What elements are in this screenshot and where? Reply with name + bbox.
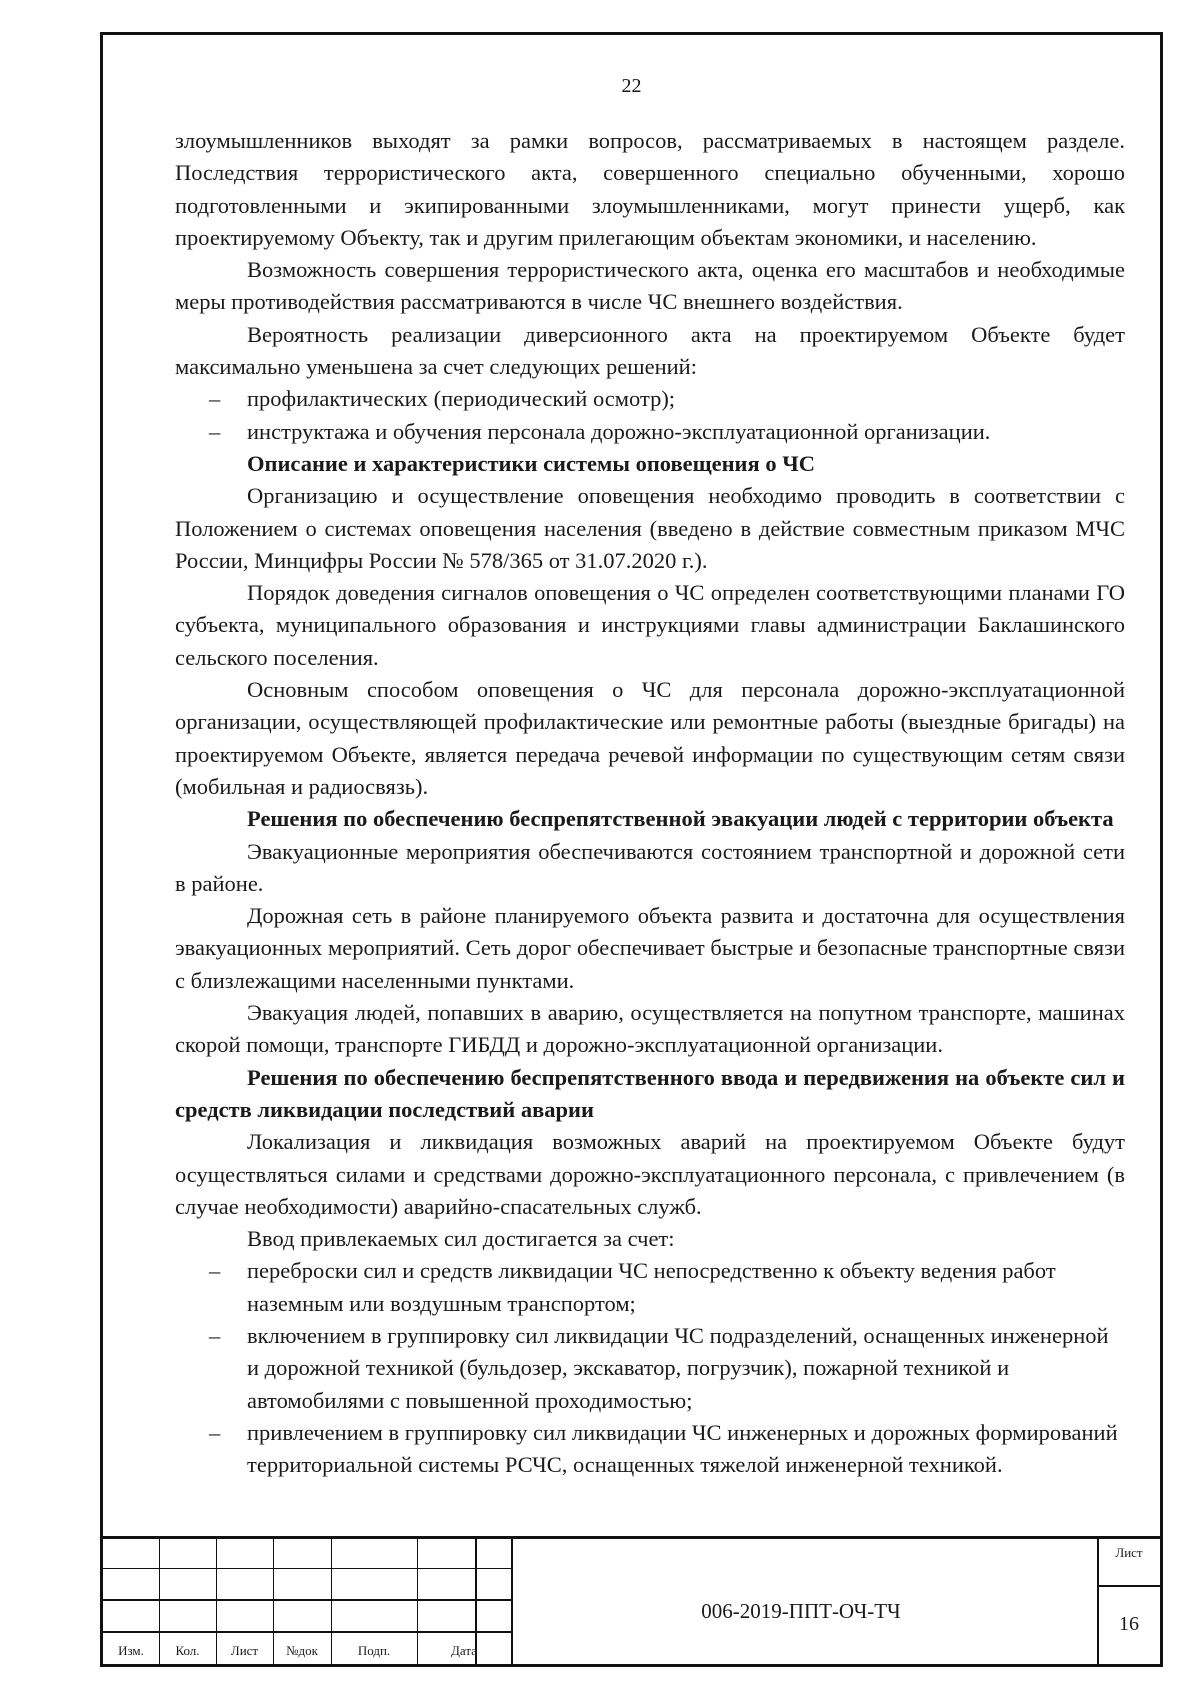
list-item-text: переброски сил и средств ликвидации ЧС непосредственно к объекту ведения работ наземным или воздушным транспортом; [247,1258,1056,1316]
sheet-label: Лист [1115,1545,1143,1560]
bullet-list [175,1255,1125,1481]
paragraph: Организацию и осуществление оповещения необходимо проводить в соответствии с Положением о системах оповещения населения (введено в действие совместным приказом МЧС России, Минцифры России № 578/365 от 31.07.2020 г.). [175,483,1125,573]
document-body [175,125,1125,1481]
document-code: 006-2019-ППТ-ОЧ-ТЧ [701,1599,901,1623]
page-number: 22 [621,75,642,97]
col-label-podp: Подп. [357,1643,391,1658]
paragraph: Ввод привлекаемых сил достигается за счет: [247,1226,675,1252]
paragraph: Дорожная сеть в районе планируемого объекта развита и достаточна для осуществления эвакуационных мероприятий. Сеть дорог обеспечивает быстрые и безопасные транспортные связи с близлежащими населенными пунктами. [175,903,1125,993]
section-heading: Решения по обеспечению беспрепятственной эвакуации людей с территории объекта [247,806,1114,832]
section-heading: Решения по обеспечению беспрепятственного ввода и передвижения на объекте сил и средств ликвидации последствий аварии [175,1064,1125,1122]
col-label-data: Дата [451,1643,477,1658]
section-heading: Описание и характеристики системы оповещения о ЧС [247,450,815,476]
list-dash-marker: – [209,1419,221,1445]
list-item-text: привлечением в группировку сил ликвидации ЧС инженерных и дорожных формирований территориальной системы РСЧС, оснащенных тяжелой инженерной техникой. [247,1419,1118,1478]
paragraph: Локализация и ликвидация возможных аварий на проектируемом Объекте будут осуществляться силами и средствами дорожно-эксплуатационного персонала, с привлечением (в случае необходимости) аварийно-спасательных служб. [175,1129,1125,1219]
paragraph: Основным способом оповещения о ЧС для персонала дорожно-эксплуатационной организации, осуществляющей профилактические или ремонтные работы (выездные бригады) на проектируемом Объекте, является передача речевой информации по существующим сетям связи (мобильная и радиосвязь). [175,677,1125,799]
list-dash-marker: – [209,1322,221,1348]
list-dash-marker: – [209,386,221,412]
paragraph: злоумышленников выходят за рамки вопросов, рассматриваемых в настоящем разделе. Последствия террористического акта, совершенного специально обученными, хорошо подготовленными и экипированными злоумышленниками, могут принести ущерб, как проектируемому Объекту, так и другим прилегающим объектам экономики, и населению. [175,128,1125,250]
bullet-list [175,383,1125,448]
col-label-list: Лист [230,1643,259,1658]
list-item-text: инструктажа и обучения персонала дорожно-эксплуатационной организации. [247,418,991,444]
paragraph: Порядок доведения сигналов оповещения о ЧС определен соответствующими планами ГО субъекта, муниципального образования и инструкциями главы администрации Баклашинского сельского поселения. [175,580,1125,670]
list-item [175,383,1125,415]
paragraph: Возможность совершения террористического акта, оценка его масштабов и необходимые меры противодействия рассматриваются в числе ЧС внешнего воздействия. [175,257,1125,315]
title-block [103,1536,1160,1664]
list-item-text: включением в группировку сил ликвидации ЧС подразделений, оснащенных инженерной и дорожной техникой (бульдозер, экскаватор, погрузчик), пожарной техникой и автомобилями с повышенной проходимостью; [247,1322,1109,1413]
col-label-kol: Кол. [175,1643,200,1658]
paragraph: Эвакуационные мероприятия обеспечиваются состоянием транспортной и дорожной сети в районе. [175,838,1125,896]
col-label-izm: Изм. [118,1643,144,1658]
col-label-ndok: №док [286,1643,318,1658]
list-item [175,416,1125,448]
list-item [175,1417,1125,1482]
list-item [175,1255,1125,1320]
sheet-number: 16 [1119,1613,1139,1635]
list-item-text: профилактических (периодический осмотр); [247,386,676,412]
paragraph: Вероятность реализации диверсионного акта на проектируемом Объекте будет максимально уменьшена за счет следующих решений: [175,321,1125,380]
list-dash-marker: – [209,418,221,444]
page-frame [100,32,1163,1667]
list-dash-marker: – [209,1258,221,1284]
list-item [175,1320,1125,1417]
paragraph: Эвакуация людей, попавших в аварию, осуществляется на попутном транспорте, машинах скорой помощи, транспорте ГИБДД и дорожно-эксплуатационной организации. [175,1000,1125,1058]
